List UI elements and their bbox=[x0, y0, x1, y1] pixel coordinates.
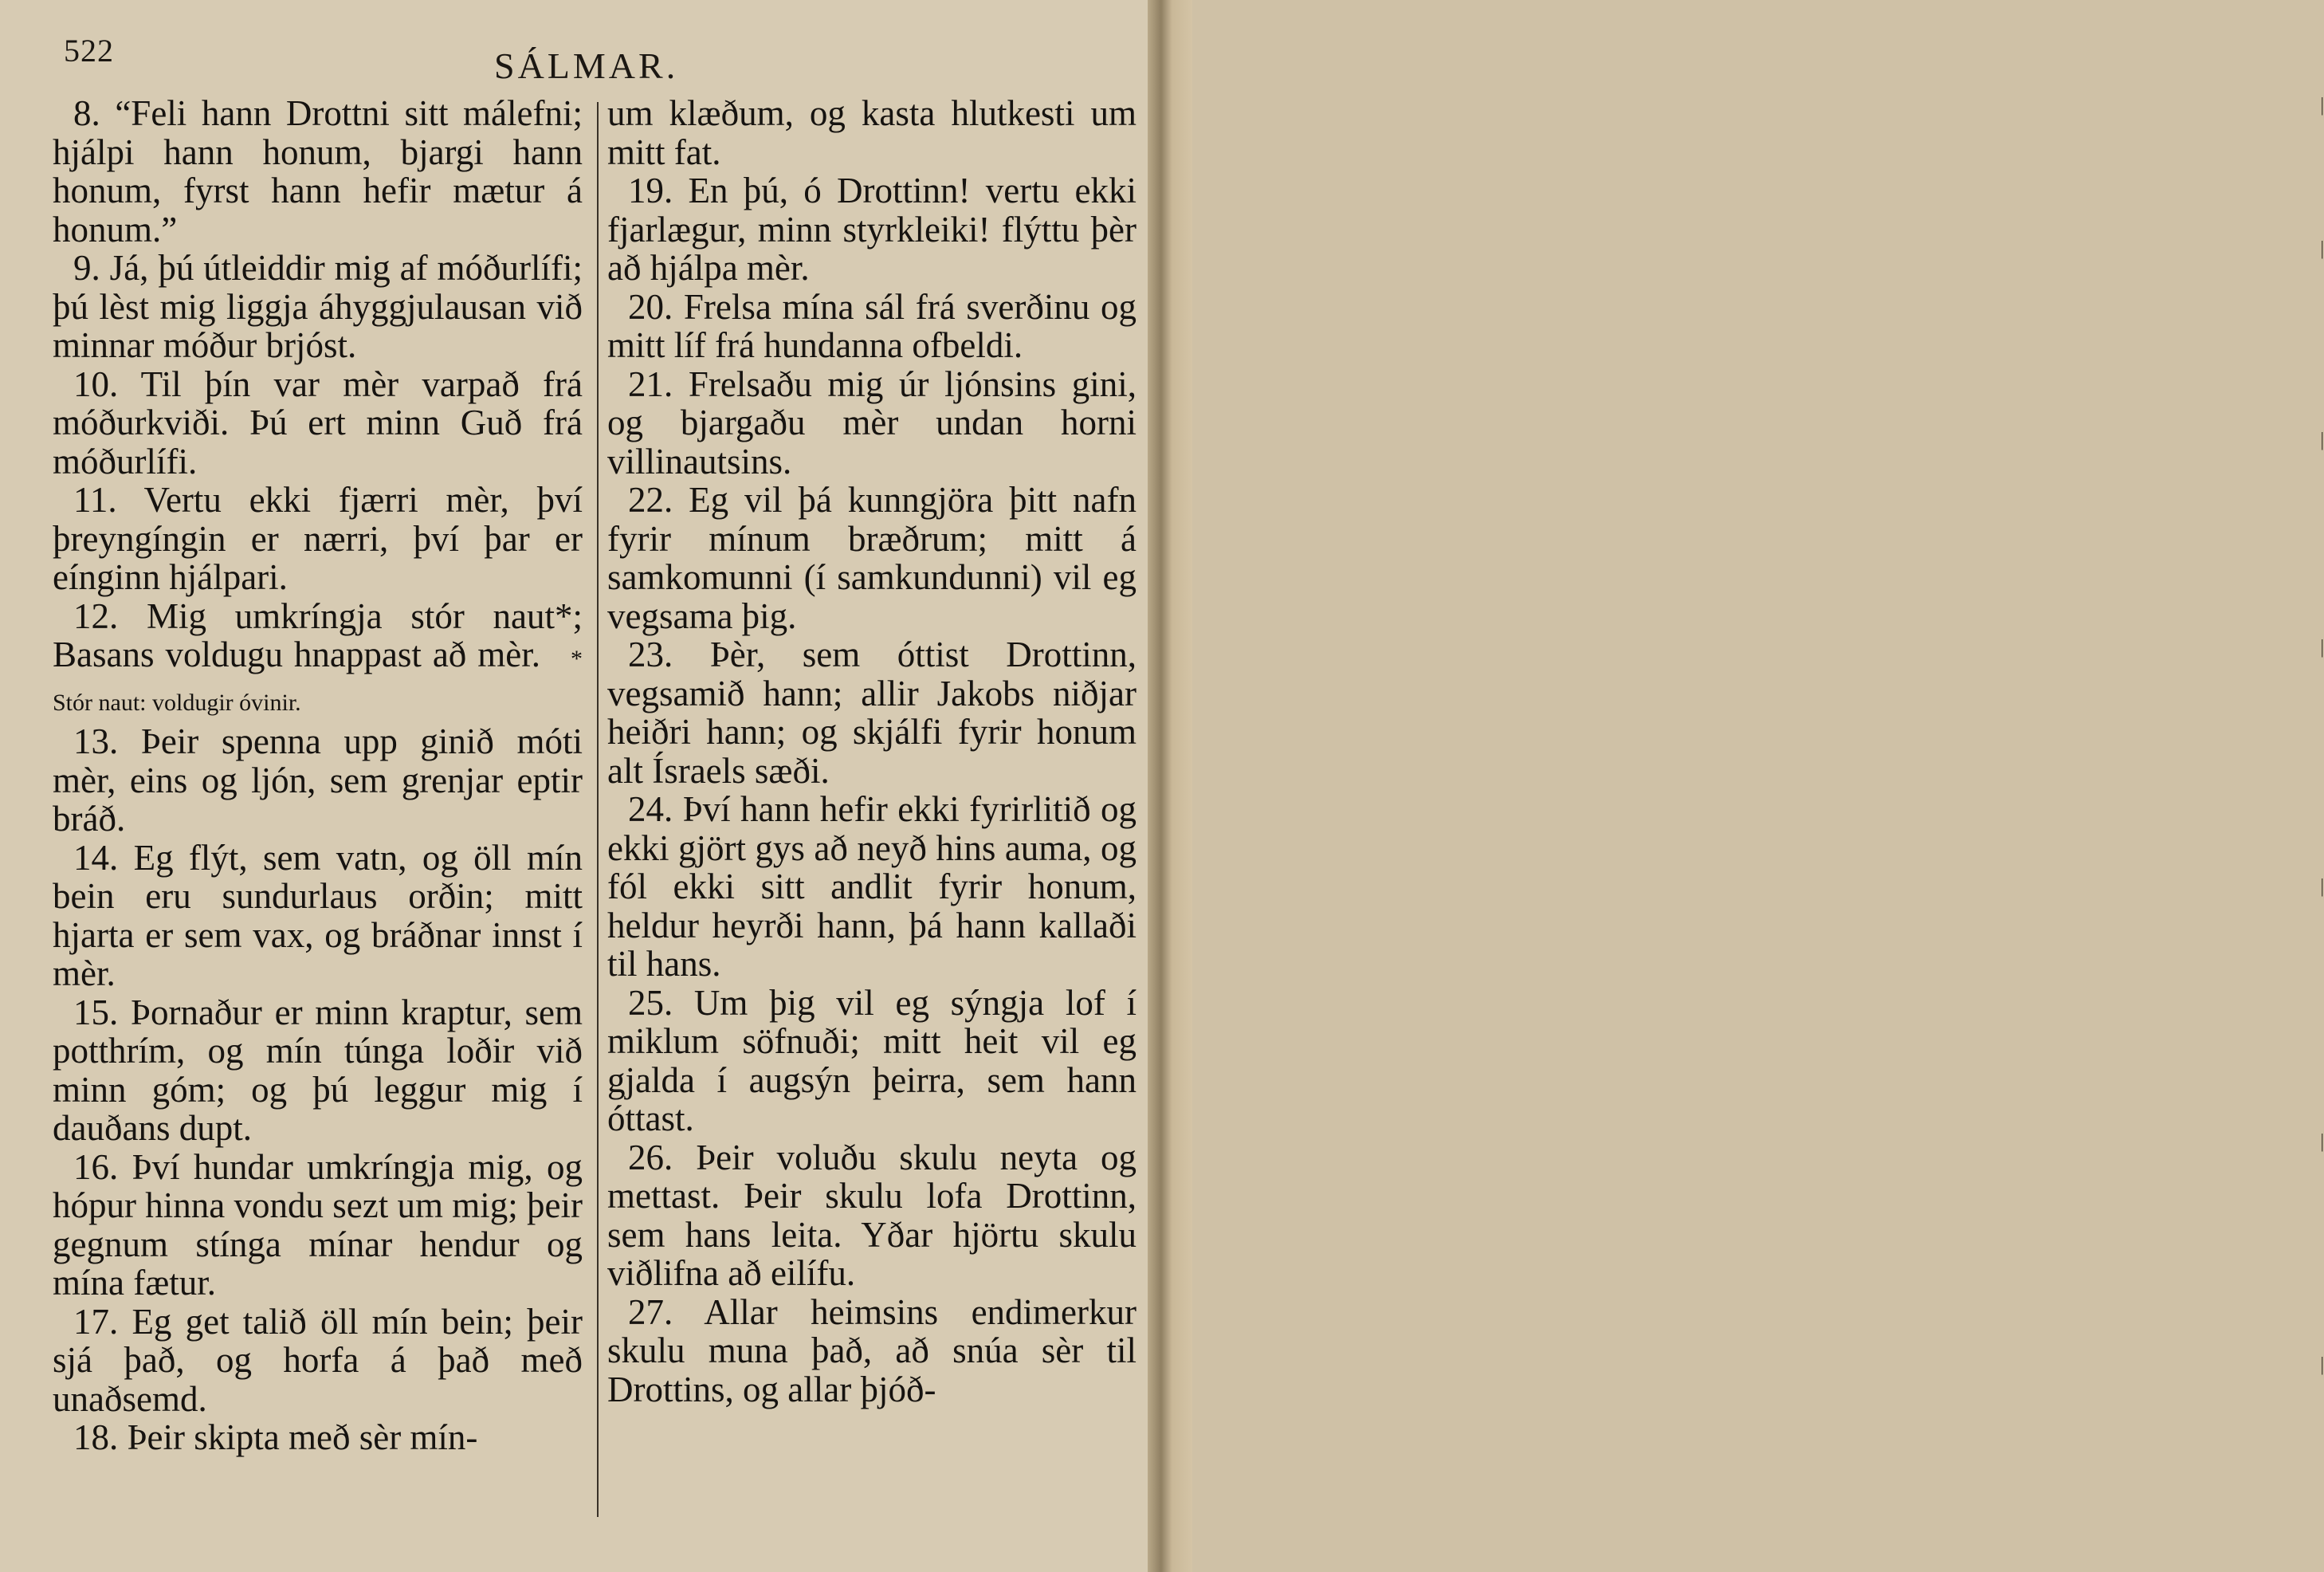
edge-fragment: | bbox=[2320, 1132, 2324, 1152]
verse-12 bbox=[53, 597, 583, 723]
verse-11: 11. Vertu ekki fjærri mèr, því þreyngíngin er nærri, því þar er eínginn hjálpari. bbox=[53, 480, 583, 597]
verse-15: 15. Þornaður er minn kraptur, sem potthrím, og mín túnga loðir við minn góm; og þú leggur mig í dauðans dupt. bbox=[53, 992, 583, 1148]
verse-22: 22. Eg vil þá kunngjöra þitt nafn fyrir mínum bræðrum; mitt á samkomunni (í samkundunni) vil eg vegsama þig. bbox=[607, 480, 1136, 636]
edge-fragment: | bbox=[2320, 430, 2324, 450]
verse-13: 13. Þeir spenna upp ginið móti mèr, eins og ljón, sem grenjar eptir bráð. bbox=[53, 721, 583, 839]
edge-fragment: | bbox=[2320, 1355, 2324, 1375]
verse-21: 21. Frelsaðu mig úr ljónsins gini, og bjargaðu mèr undan horni villinautsins. bbox=[607, 364, 1136, 481]
verse-23: 23. Þèr, sem óttist Drottinn, vegsamið hann; allir Jakobs niðjar heiðri hann; og skjálfi fyrir honum alt Ísraels sæði. bbox=[607, 635, 1136, 791]
verse-27: 27. Allar heimsins endimerkur skulu muna það, að snúa sèr til Drottins, og allar þjóð- bbox=[607, 1291, 1136, 1409]
verse-10: 10. Til þín var mèr varpað frá móðurkviði. Þú ert minn Guð frá móðurlífi. bbox=[53, 364, 583, 481]
footnote: * Stór naut: voldugir óvinir. bbox=[53, 646, 583, 716]
right-column bbox=[607, 94, 1136, 1409]
verse-12-text: 12. Mig umkríngja stór naut*; Basans voldugu hnappast að mèr. bbox=[53, 595, 583, 674]
verse-17: 17. Eg get talið öll mín bein; þeir sjá það, og horfa á það með unaðsemd. bbox=[53, 1301, 583, 1419]
verse-20: 20. Frelsa mína sál frá sverðinu og mitt líf frá hundanna ofbeldi. bbox=[607, 286, 1136, 365]
running-head: SÁLMAR. bbox=[494, 45, 679, 86]
verse-24: 24. Því hann hefir ekki fyrirlitið og ekki gjört gys að neyð hins auma, og fól ekki sitt andlit fyrir honum, heldur heyrði hann, þá hann kallaði til hans. bbox=[607, 789, 1136, 984]
verse-25: 25. Um þig vil eg sýngja lof í miklum söfnuði; mitt heit vil eg gjalda í augsýn þeirra, sem hann óttast. bbox=[607, 982, 1136, 1138]
verse-16: 16. Því hundar umkríngja mig, og hópur hinna vondu sezt um mig; þeir gegnum stínga mínar hendur og mína fætur. bbox=[53, 1146, 583, 1303]
verse-19: 19. En þú, ó Drottinn! vertu ekki fjarlægur, minn styrkleiki! flýttu þèr að hjálpa mèr. bbox=[607, 171, 1136, 288]
edge-fragment: | bbox=[2320, 96, 2324, 116]
left-column bbox=[53, 94, 583, 1457]
verse-14: 14. Eg flýt, sem vatn, og öll mín bein eru sundurlaus orðin; mitt hjarta er sem vax, og bráðnar innst í mèr. bbox=[53, 837, 583, 993]
verse-9: 9. Já, þú útleiddir mig af móðurlífi; þú lèst mig liggja áhyggjulausan við minnar móður brjóst. bbox=[53, 248, 583, 365]
verse-18: 18. Þeir skipta með sèr mín- bbox=[73, 1417, 478, 1457]
verse-8: 8. “Feli hann Drottni sitt málefni; hjálpi hann honum, bjargi hann honum, fyrst hann hefir mætur á honum.” bbox=[53, 93, 583, 250]
edge-fragment: | bbox=[2320, 877, 2324, 897]
edge-fragment: | bbox=[2320, 239, 2324, 259]
edge-fragment: | bbox=[2320, 638, 2324, 658]
verse-18-continued: um klæðum, og kasta hlutkesti um mitt fat. bbox=[607, 93, 1136, 172]
page-gutter bbox=[1148, 0, 2324, 1572]
verse-26: 26. Þeir voluðu skulu neyta og mettast. Þeir skulu lofa Drottinn, sem hans leita. Yðar hjörtu skulu viðlifna að eilífu. bbox=[607, 1137, 1136, 1293]
page-number: 522 bbox=[64, 33, 114, 69]
column-divider bbox=[597, 102, 599, 1517]
